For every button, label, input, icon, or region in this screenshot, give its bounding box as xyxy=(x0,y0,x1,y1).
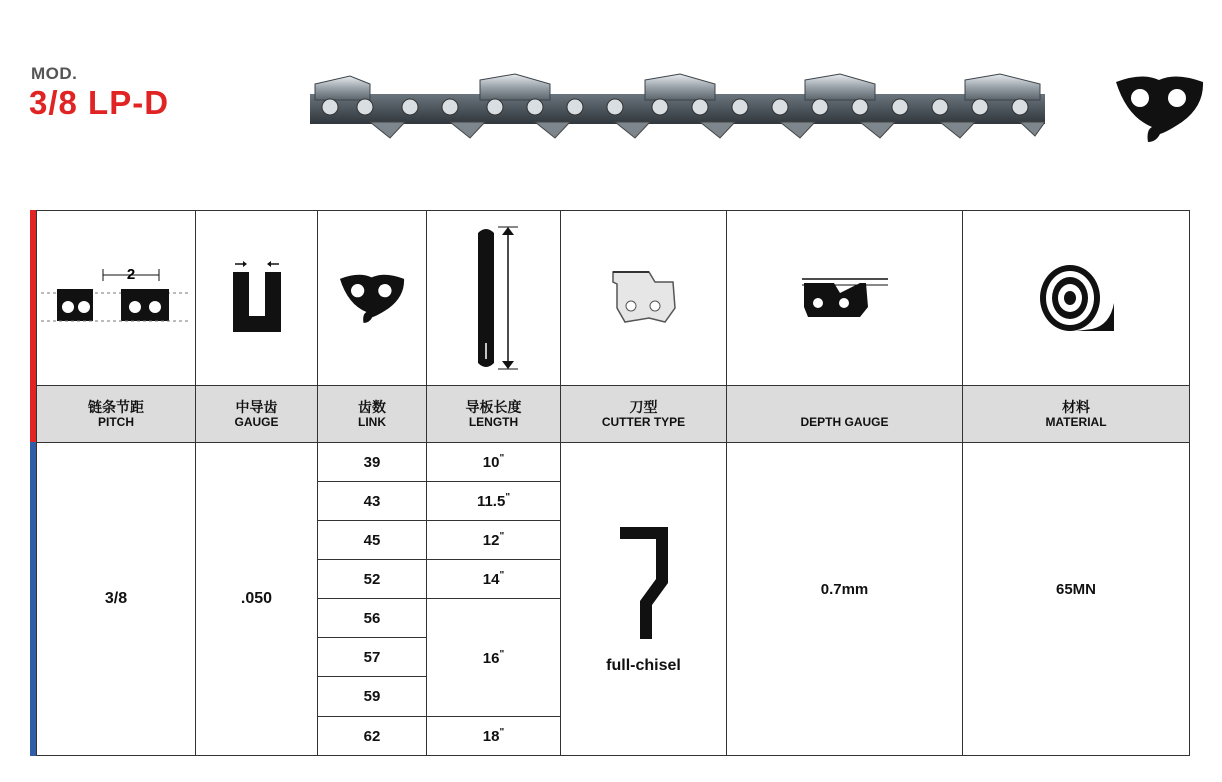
header-link xyxy=(317,385,427,443)
material-value: 65MN xyxy=(1055,580,1096,598)
model-title: 3/8 LP-D xyxy=(29,84,170,121)
pitch-value-cell xyxy=(36,442,196,756)
full-chisel-icon xyxy=(614,523,674,643)
link-value: 43 xyxy=(363,492,381,510)
inch-mark: " xyxy=(499,570,505,581)
pitch-dimension: 2 xyxy=(126,266,136,283)
header-length xyxy=(426,385,561,443)
pitch-icon xyxy=(41,263,191,333)
header-material xyxy=(962,385,1190,443)
link-row xyxy=(317,442,427,482)
header-cutter-cn: 刀型 xyxy=(629,399,658,415)
link-icon-cell xyxy=(317,210,427,386)
header-link-cn: 齿数 xyxy=(358,399,386,415)
link-row xyxy=(317,676,427,717)
guide-bar-icon xyxy=(464,223,524,373)
length-icon-cell xyxy=(426,210,561,386)
header-gauge xyxy=(195,385,318,443)
length-value: 12 xyxy=(482,532,500,549)
length-value: 11.5 xyxy=(476,493,506,510)
header-gauge-cn: 中导齿 xyxy=(235,399,278,415)
link-value: 52 xyxy=(363,570,381,588)
drive-link-icon xyxy=(337,268,407,328)
link-row xyxy=(317,520,427,560)
header-link-en: LINK xyxy=(358,415,386,429)
depth-gauge-value: 0.7mm xyxy=(820,580,869,598)
material-value-cell xyxy=(962,442,1190,756)
gauge-value: .050 xyxy=(240,590,273,607)
header-depth-en: DEPTH GAUGE xyxy=(800,415,889,429)
header-gauge-en: GAUGE xyxy=(234,415,279,429)
link-value: 57 xyxy=(363,648,381,666)
cutter-type-cell xyxy=(560,442,727,756)
drive-link-icon xyxy=(1112,72,1207,144)
link-value: 62 xyxy=(363,727,381,745)
length-value: 14 xyxy=(482,571,500,588)
inch-mark: " xyxy=(499,531,505,542)
header-cutter-type xyxy=(560,385,727,443)
depth-gauge-icon-cell xyxy=(726,210,963,386)
header-pitch-en: PITCH xyxy=(98,415,134,429)
gauge-icon xyxy=(227,258,287,338)
depth-gauge-value-cell xyxy=(726,442,963,756)
cutter-type-value: full-chisel xyxy=(606,657,681,674)
header-length-cn: 导板长度 xyxy=(465,399,522,415)
header-length-en: LENGTH xyxy=(468,415,519,429)
pitch-value: 3/8 xyxy=(104,590,128,607)
cutter-icon xyxy=(609,268,679,328)
mod-label: MOD. xyxy=(31,64,78,83)
link-value: 56 xyxy=(363,609,381,627)
link-row xyxy=(317,481,427,521)
spec-table xyxy=(30,210,1190,756)
header-material-cn: 材料 xyxy=(1062,399,1090,415)
saw-chain-image xyxy=(310,70,1045,142)
link-row xyxy=(317,559,427,599)
length-row xyxy=(426,520,561,560)
link-row xyxy=(317,598,427,638)
pitch-icon-cell xyxy=(36,210,196,386)
gauge-value-cell xyxy=(195,442,318,756)
link-value: 39 xyxy=(363,453,381,471)
header-pitch-cn: 链条节距 xyxy=(88,399,144,415)
header-pitch xyxy=(36,385,196,443)
material-icon-cell xyxy=(962,210,1190,386)
length-row xyxy=(426,598,561,717)
length-value: 18 xyxy=(482,728,500,745)
length-row xyxy=(426,481,561,521)
link-value: 59 xyxy=(363,688,381,705)
header-material-en: MATERIAL xyxy=(1045,415,1107,429)
cutter-icon-cell xyxy=(560,210,727,386)
steel-coil-icon xyxy=(1036,263,1116,333)
gauge-icon-cell xyxy=(195,210,318,386)
inch-mark: " xyxy=(499,648,505,660)
length-row xyxy=(426,559,561,599)
link-row xyxy=(317,716,427,756)
link-row xyxy=(317,637,427,677)
depth-gauge-icon xyxy=(800,273,890,323)
inch-mark: " xyxy=(499,453,505,464)
length-value: 10 xyxy=(482,454,500,471)
length-row xyxy=(426,442,561,482)
header-cutter-en: CUTTER TYPE xyxy=(601,415,686,429)
length-value: 16 xyxy=(482,649,500,667)
link-value: 45 xyxy=(363,531,381,549)
length-row xyxy=(426,716,561,756)
inch-mark: " xyxy=(505,492,511,503)
header-depth-gauge xyxy=(726,385,963,443)
inch-mark: " xyxy=(499,727,505,738)
